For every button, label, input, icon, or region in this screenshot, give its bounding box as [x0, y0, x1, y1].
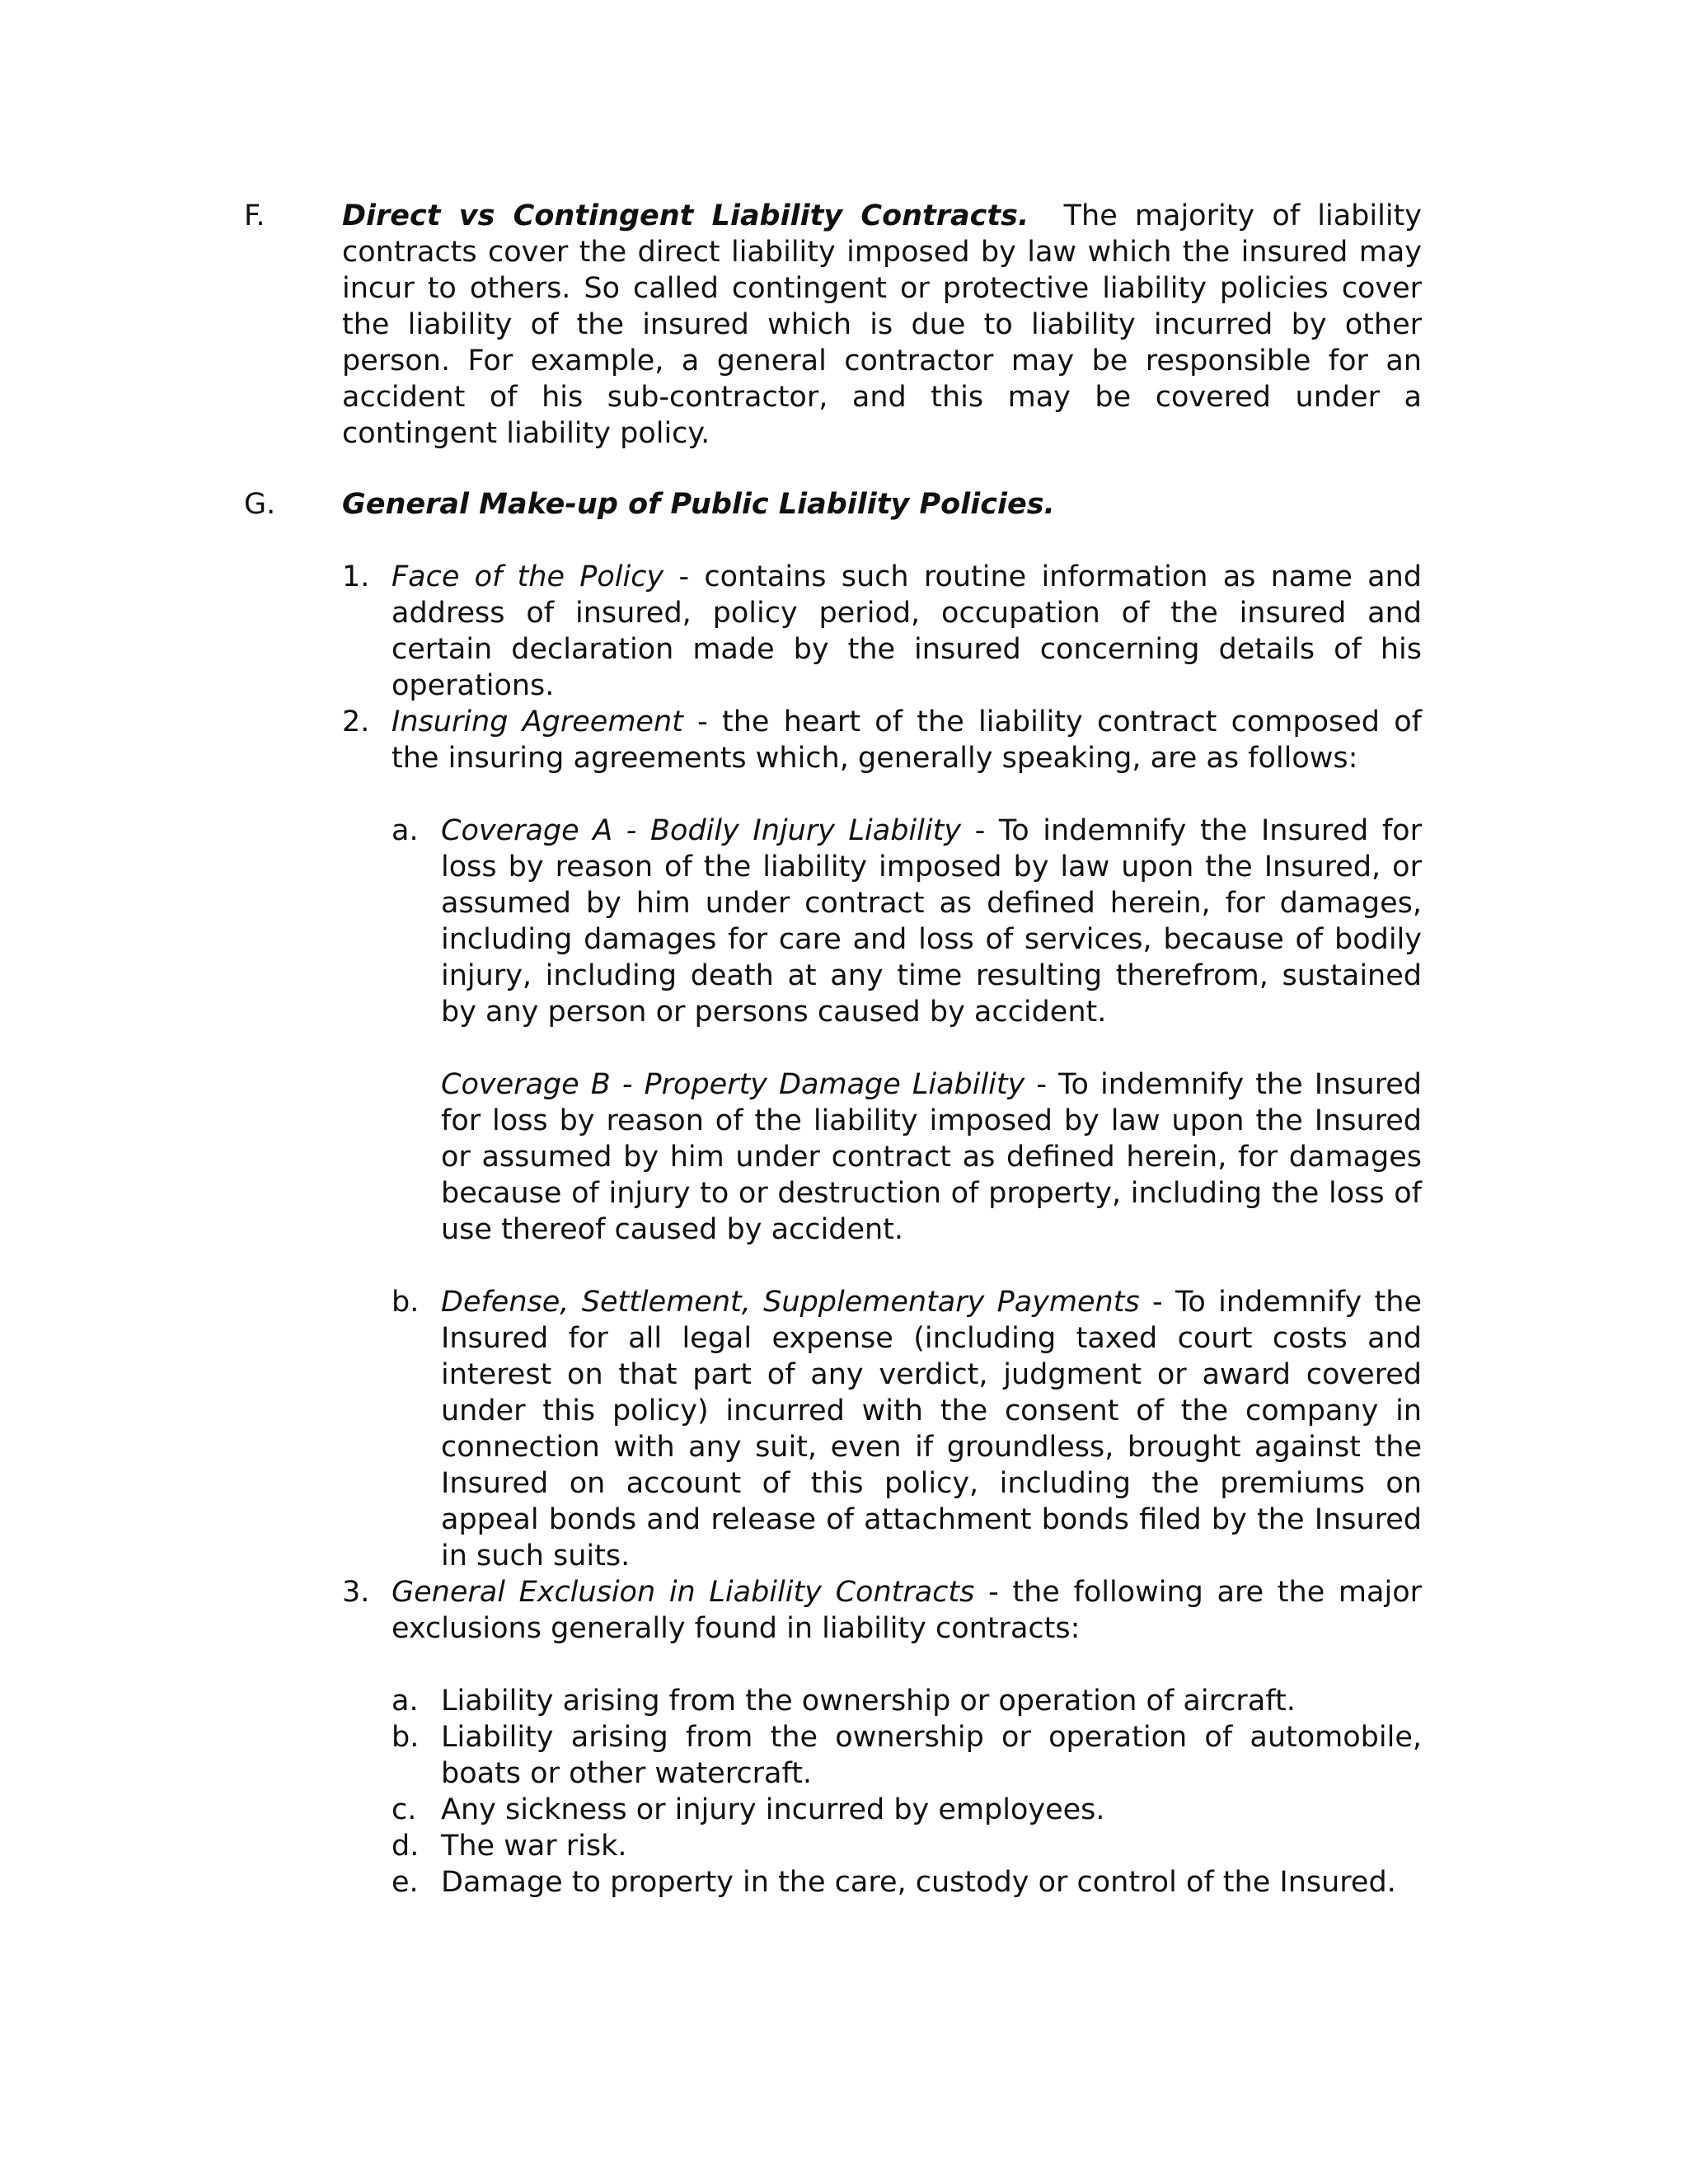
item-1-text: - contains such routine information as name and address of insured, policy period, occupation of the insured and certain declaration made by the insured concerning details of his operations. — [392, 560, 1422, 702]
exclusion-marker: e. — [392, 1866, 419, 1899]
defense-term: Defense, Settlement, Supplementary Payments — [441, 1286, 1140, 1319]
list-item — [392, 1792, 1422, 1828]
item-2b — [441, 1284, 1422, 1574]
coverage-b-term: Coverage B - Property Damage Liability — [441, 1068, 1025, 1101]
list-item — [392, 1719, 1422, 1792]
exclusion-text: The war risk. — [441, 1830, 627, 1863]
section-f-body: The majority of liability contracts cover the direct liability imposed by law which the insured may incur to others. So called contingent or protective liability policies cover the liability of the insured which is due to liability incurred by other person. For example, a general contractor may be responsible for an accident of his sub-contractor, and this may be covered under a contingent liability policy. — [342, 199, 1422, 450]
section-f-paragraph — [342, 198, 1422, 452]
exclusion-text: Damage to property in the care, custody or control of the Insured. — [441, 1866, 1396, 1899]
section-g-letter: G. — [244, 488, 276, 521]
item-2-term: Insuring Agreement — [392, 705, 683, 738]
item-3-text: - the following are the major exclusions generally found in liability contracts: — [392, 1576, 1422, 1645]
coverage-a-text: - To indemnify the Insured for loss by reason of the liability imposed by law upon the Insured, or assumed by him under contract as defined herein, for damages, including damages for care and loss of services, because of bodily injury, including death at any time resulting therefrom, sustained by any person or persons caused by accident. — [441, 814, 1422, 1029]
list-item — [392, 1683, 1422, 1719]
exclusion-text: Any sickness or injury incurred by employees. — [441, 1793, 1105, 1826]
item-2 — [392, 704, 1422, 776]
item-3-term: General Exclusion in Liability Contracts — [392, 1576, 975, 1609]
section-f-title: Direct vs Contingent Liability Contracts. — [342, 199, 1029, 232]
section-f-letter: F. — [244, 199, 265, 232]
item-2-number: 2. — [342, 705, 370, 738]
exclusion-marker: a. — [392, 1685, 419, 1718]
defense-text: - To indemnify the Insured for all legal expense (including taxed court costs and interest on that part of any verdict, judgment or award covered under this policy) incurred with the consent of the company in connection with any suit, even if groundless, brought against the Insured on account of this policy, including the premiums on appeal bonds and release of attachment bonds filed by the Insured in such suits. — [441, 1286, 1422, 1572]
item-1-term: Face of the Policy — [392, 560, 664, 593]
item-2a — [441, 813, 1422, 1030]
item-3 — [392, 1574, 1422, 1647]
item-3-number: 3. — [342, 1576, 370, 1609]
item-1 — [392, 559, 1422, 704]
coverage-b-text: - To indemnify the Insured for loss by reason of the liability imposed by law upon the Insured or assumed by him under contract as defined herein, for damages because of injury to or destruction of property, including the loss of use thereof caused by accident. — [441, 1068, 1422, 1246]
exclusion-marker: d. — [392, 1830, 420, 1863]
section-g-title: General Make-up of Public Liability Policies. — [342, 488, 1055, 521]
item-1-number: 1. — [342, 560, 370, 593]
item-2a-marker: a. — [392, 814, 419, 847]
exclusion-marker: b. — [392, 1721, 420, 1754]
item-2b-marker: b. — [392, 1286, 420, 1319]
exclusion-text: Liability arising from the ownership or operation of automobile, boats or other watercraft. — [441, 1721, 1422, 1790]
section-f — [342, 198, 1422, 452]
list-item — [392, 1864, 1422, 1900]
item-2-text: - the heart of the liability contract composed of the insuring agreements which, generally speaking, are as follows: — [392, 705, 1422, 775]
exclusions-list — [392, 1683, 1422, 1900]
list-item — [392, 1828, 1422, 1864]
coverage-a-term: Coverage A - Bodily Injury Liability — [441, 814, 962, 847]
section-g-heading — [342, 486, 1422, 523]
exclusion-text: Liability arising from the ownership or operation of aircraft. — [441, 1685, 1296, 1718]
item-2a-coverage-b — [441, 1066, 1422, 1248]
exclusion-marker: c. — [392, 1793, 417, 1826]
